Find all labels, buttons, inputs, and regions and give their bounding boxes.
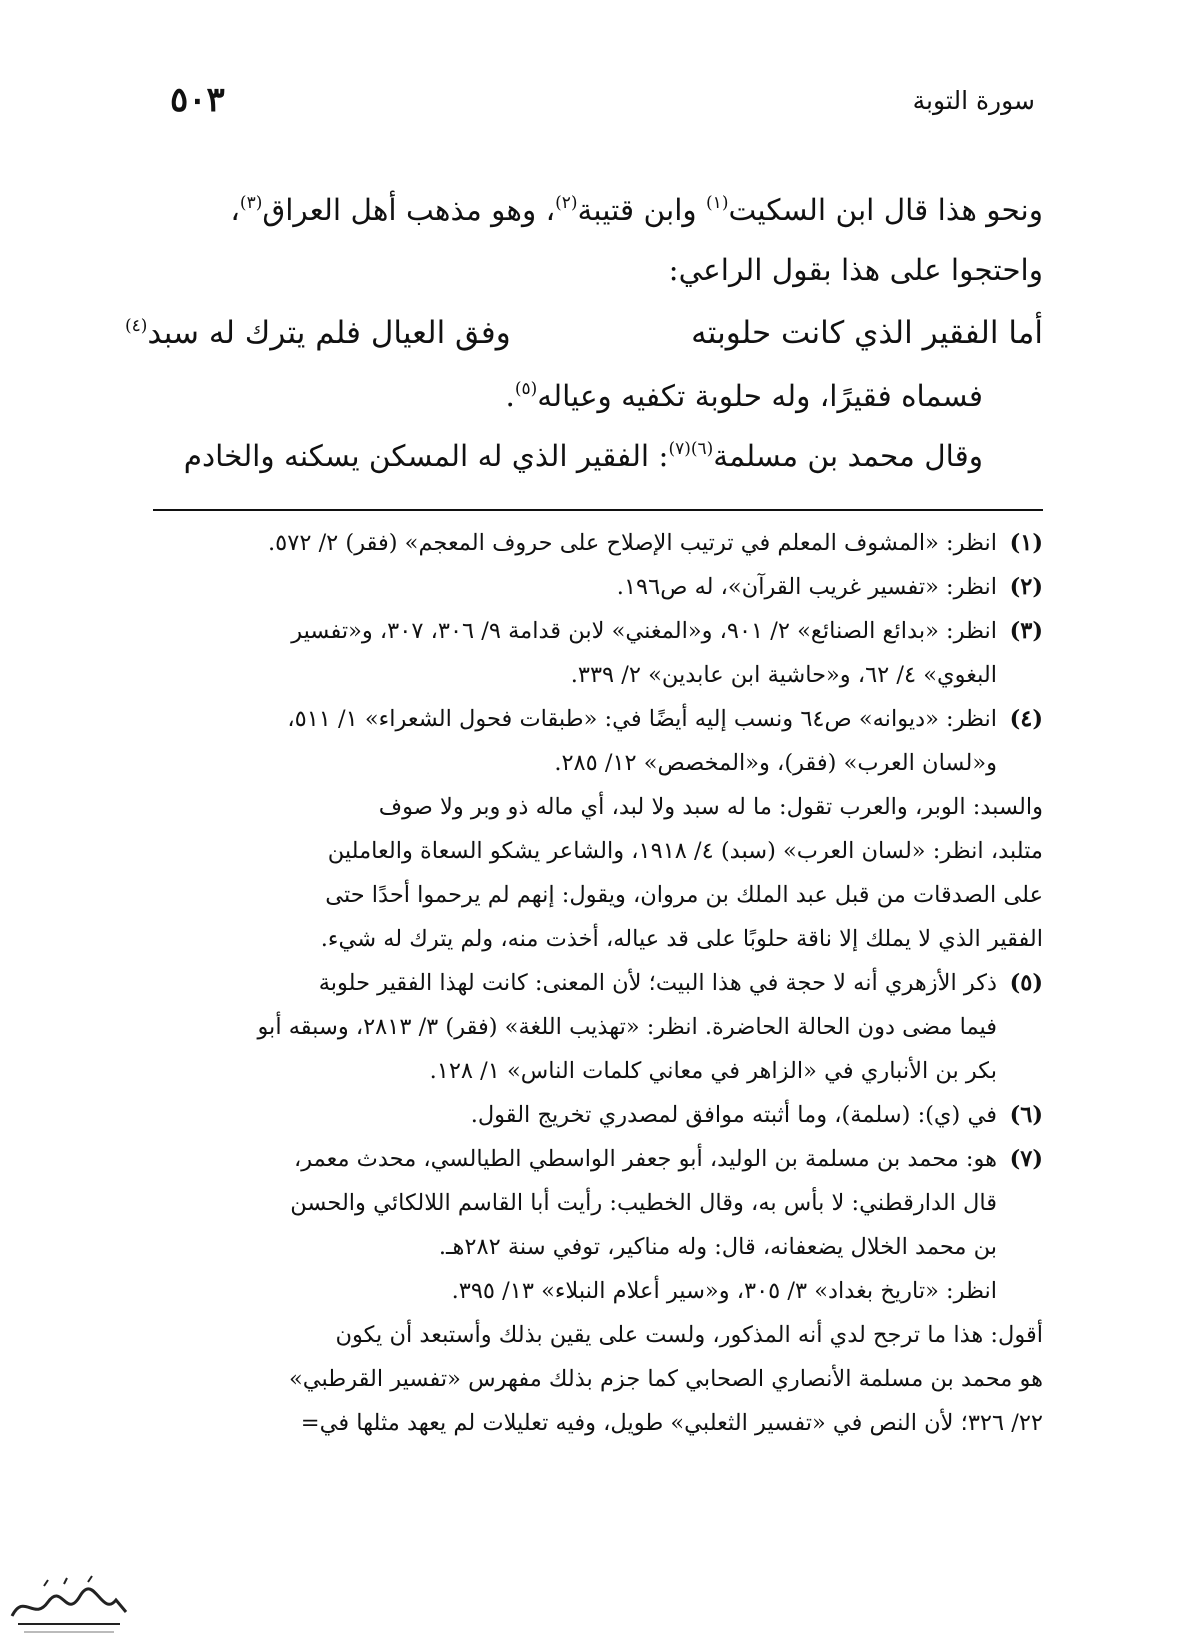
page-number: ٥٠٣ bbox=[170, 80, 225, 120]
footnote-ref[interactable]: (٣) bbox=[239, 193, 263, 213]
poetry-verse bbox=[125, 300, 1043, 366]
footnote-3: (٣) انظر: «بدائع الصنائع» ٢/ ٩٠١، و«المغني» لابن قدامة ٩/ ٣٠٦، ٣٠٧، و«تفسير البغوي» ٤/ ٦٢، و«حاشية ابن عابدين» ٢/ ٣٣٩. bbox=[125, 609, 1043, 697]
footnote-number: (٦) bbox=[1009, 1102, 1043, 1128]
footnote-ref[interactable]: (٤) bbox=[125, 316, 148, 336]
footnote-ref[interactable]: (١) bbox=[706, 193, 729, 213]
main-line: وقال محمد بن مسلمة$^{(٦)(٧)}$: الفقير الذي له المسكن يسكنه والخادم bbox=[183, 439, 983, 473]
footnote-6: (٦) في (ي): (سلمة)، وما أثبته موافق لمصدري تخريج القول. bbox=[125, 1093, 1043, 1137]
footnote-7: (٧) هو: محمد بن مسلمة بن الوليد، أبو جعفر الواسطي الطيالسي، محدث معمر، قال الدارقطني: لا بأس به، وقال الخطيب: رأيت أبا القاسم اللالكائي والحسن بن محمد الخلال يضعفانه، قال: وله مناكير، توفي سنة ٢٨٢هـ. انظر: «تاريخ بغداد» ٣/ ٣٠٥، و«سير أعلام النبلاء» ١٣/ ٣٩٥. bbox=[125, 1137, 1043, 1313]
footnote-number: (٤) bbox=[1009, 706, 1043, 732]
main-line: ونحو هذا قال ابن السكيت$^{(١)}$ وابن قتيبة$^{(٢)}$، وهو مذهب أهل العراق$^{(٣)}$، bbox=[230, 193, 1043, 227]
footnote-number: (٣) bbox=[1009, 618, 1043, 644]
main-text bbox=[125, 180, 1043, 486]
footnote-number: (٥) bbox=[1009, 970, 1043, 996]
footnote-4-continuation: والسبد: الوبر، والعرب تقول: ما له سبد ولا لبد، أي ماله ذو وبر ولا صوف متلبد، انظر: «لسان العرب» (سبد) ٤/ ١٩١٨، والشاعر يشكو السعاة والعاملين على الصدقات من قبل عبد الملك بن مروان، ويقول: إنهم لم يرحموا أحدًا حتى الفقير الذي لا يملك إلا ناقة حلوبًا على قد عياله، أخذت منه، ولم يترك له شيء. bbox=[320, 794, 1043, 952]
footnote-ref[interactable]: (٥) bbox=[514, 379, 538, 399]
footnote-ref[interactable]: (٢) bbox=[555, 193, 578, 213]
footnotes bbox=[125, 521, 1043, 1445]
footnote-number: (٢) bbox=[1009, 574, 1043, 600]
main-line: واحتجوا على هذا بقول الراعي: bbox=[668, 253, 1043, 287]
footnote-number: (١) bbox=[1009, 530, 1043, 556]
verse-second-hemistich: وفق العيال فلم يترك له سبد$^{(٤)}$ bbox=[125, 315, 511, 351]
footnote-separator bbox=[153, 509, 1043, 511]
footnote-number: (٧) bbox=[1009, 1146, 1043, 1172]
footnote-4: (٤) انظر: «ديوانه» ص٦٤ ونسب إليه أيضًا في: «طبقات فحول الشعراء» ١/ ٥١١، و«لسان العرب» (فقر)، و«المخصص» ١٢/ ٢٨٥. bbox=[125, 697, 1043, 785]
verse-first-hemistich: أما الفقير الذي كانت حلوبته bbox=[691, 315, 1043, 351]
footnote-7-continuation: أقول: هذا ما ترجح لدي أنه المذكور، ولست على يقين بذلك وأستبعد أن يكون هو محمد بن مسلمة الأنصاري الصحابي كما جزم بذلك مفهرس «تفسير القرطبي» ٢٢/ ٣٢٦؛ لأن النص في «تفسير الثعلبي» طويل، وفيه تعليلات لم يعهد مثلها في= bbox=[288, 1322, 1043, 1436]
footnote-1: (١) انظر: «المشوف المعلم في ترتيب الإصلاح على حروف المعجم» (فقر) ٢/ ٥٧٢. bbox=[125, 521, 1043, 565]
running-title: سورة التوبة bbox=[912, 86, 1035, 115]
footnote-ref[interactable]: (٦)(٧) bbox=[668, 439, 714, 459]
footnote-2: (٢) انظر: «تفسير غريب القرآن»، له ص١٩٦. bbox=[125, 565, 1043, 609]
publisher-logo bbox=[4, 1572, 136, 1642]
footnote-5: (٥) ذكر الأزهري أنه لا حجة في هذا البيت؛ لأن المعنى: كانت لهذا الفقير حلوبة فيما مضى دون الحالة الحاضرة. انظر: «تهذيب اللغة» (فقر) ٣/ ٢٨١٣، وسبقه أبو بكر بن الأنباري في «الزاهر في معاني كلمات الناس» ١/ ١٢٨. bbox=[125, 961, 1043, 1093]
main-line: فسماه فقيرًا، وله حلوبة تكفيه وعياله$^{(٥)}$. bbox=[505, 379, 983, 413]
page-header bbox=[170, 80, 1035, 136]
